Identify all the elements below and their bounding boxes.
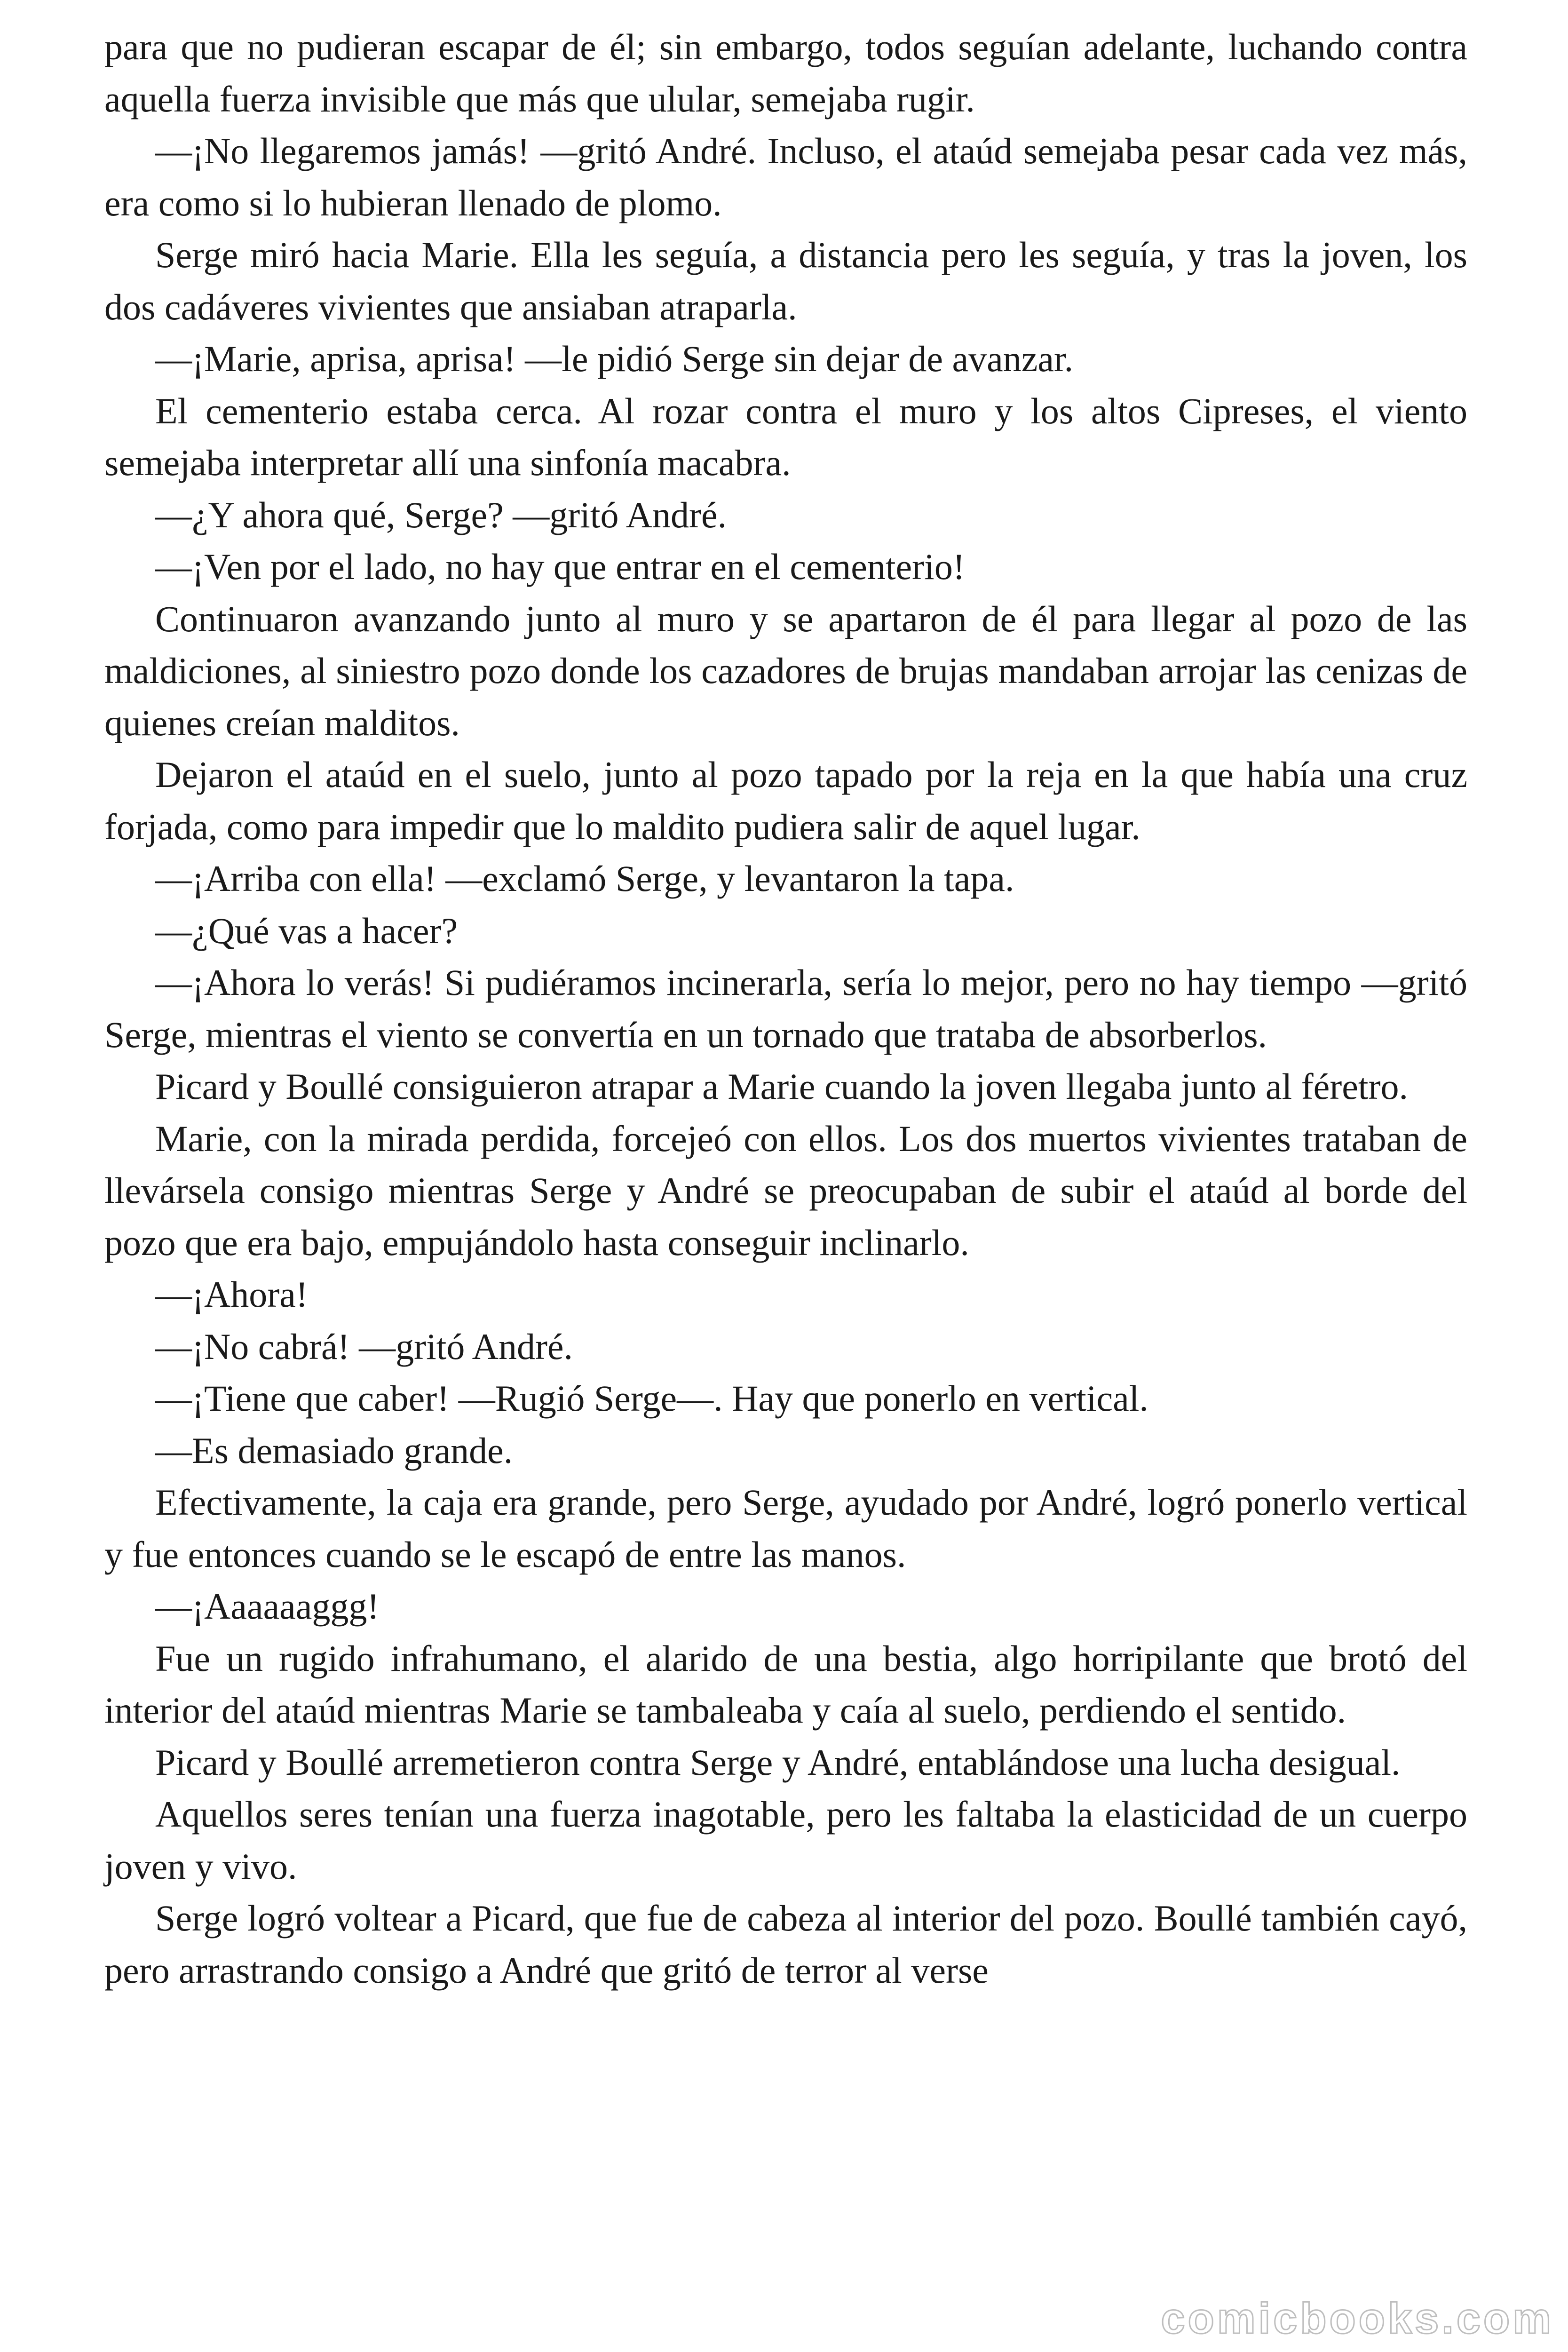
paragraph: Fue un rugido infrahumano, el alarido de una bestia, algo horripilante que brotó del interior del ataúd mientras Marie se tambaleaba y caía al suelo, perdiendo el sentido. (104, 1637, 1467, 1731)
watermark: comicbooks.com (1161, 2295, 1554, 2343)
paragraph: El cementerio estaba cerca. Al rozar contra el muro y los altos Cipreses, el viento semejaba interpretar allí una sinfonía macabra. (104, 390, 1467, 483)
paragraph: —¡Marie, aprisa, aprisa! —le pidió Serge sin dejar de avanzar. (155, 338, 1074, 379)
paragraph: —¡Aaaaaaggg! (155, 1586, 380, 1627)
paragraph: —Es demasiado grande. (155, 1430, 513, 1471)
paragraph: —¡Ven por el lado, no hay que entrar en el cementerio! (155, 546, 965, 587)
paragraph: Efectivamente, la caja era grande, pero Serge, ayudado por André, logró ponerlo vertical y fue entonces cuando se le escapó de entre las manos. (104, 1482, 1467, 1575)
paragraph: Continuaron avanzando junto al muro y se apartaron de él para llegar al pozo de las maldiciones, al siniestro pozo donde los cazadores de brujas mandaban arrojar las cenizas de quienes creían malditos. (104, 598, 1467, 743)
paragraph: —¡Ahora! (155, 1274, 308, 1315)
paragraph: Serge logró voltear a Picard, que fue de cabeza al interior del pozo. Boullé también cayó, pero arrastrando consigo a André que gritó de terror al verse (104, 1898, 1467, 1991)
paragraph: Dejaron el ataúd en el suelo, junto al pozo tapado por la reja en la que había una cruz forjada, como para impedir que lo maldito pudiera salir de aquel lugar. (104, 754, 1467, 847)
paragraph: Aquellos seres tenían una fuerza inagotable, pero les faltaba la elasticidad de un cuerpo joven y vivo. (104, 1794, 1467, 1887)
paragraph: —¡Ahora lo verás! Si pudiéramos incinerarla, sería lo mejor, pero no hay tiempo —gritó Serge, mientras el viento se convertía en un tornado que trataba de absorberlos. (104, 962, 1467, 1055)
body-text (104, 21, 1467, 1996)
paragraph: —¿Qué vas a hacer? (155, 910, 458, 951)
paragraph: —¡Tiene que caber! —Rugió Serge—. Hay que ponerlo en vertical. (155, 1378, 1148, 1419)
paragraph: Marie, con la mirada perdida, forcejeó con ellos. Los dos muertos vivientes trataban de llevársela consigo mientras Serge y André se preocupaban de subir el ataúd al borde del pozo que era bajo, empujándolo hasta conseguir inclinarlo. (104, 1118, 1467, 1263)
paragraph: —¡Arriba con ella! —exclamó Serge, y levantaron la tapa. (155, 858, 1014, 899)
paragraph: para que no pudieran escapar de él; sin embargo, todos seguían adelante, luchando contra aquella fuerza invisible que más que ulular, semejaba rugir. (104, 26, 1467, 119)
paragraph: Picard y Boullé arremetieron contra Serge y André, entablándose una lucha desigual. (155, 1741, 1401, 1783)
paragraph: —¡No cabrá! —gritó André. (155, 1326, 573, 1367)
paragraph: Picard y Boullé consiguieron atrapar a Marie cuando la joven llegaba junto al féretro. (155, 1066, 1408, 1107)
paragraph: —¡No llegaremos jamás! —gritó André. Incluso, el ataúd semejaba pesar cada vez más, era como si lo hubieran llenado de plomo. (104, 130, 1467, 223)
paragraph: —¿Y ahora qué, Serge? —gritó André. (155, 494, 727, 535)
paragraph: Serge miró hacia Marie. Ella les seguía, a distancia pero les seguía, y tras la joven, los dos cadáveres vivientes que ansiaban atraparla. (104, 234, 1467, 327)
